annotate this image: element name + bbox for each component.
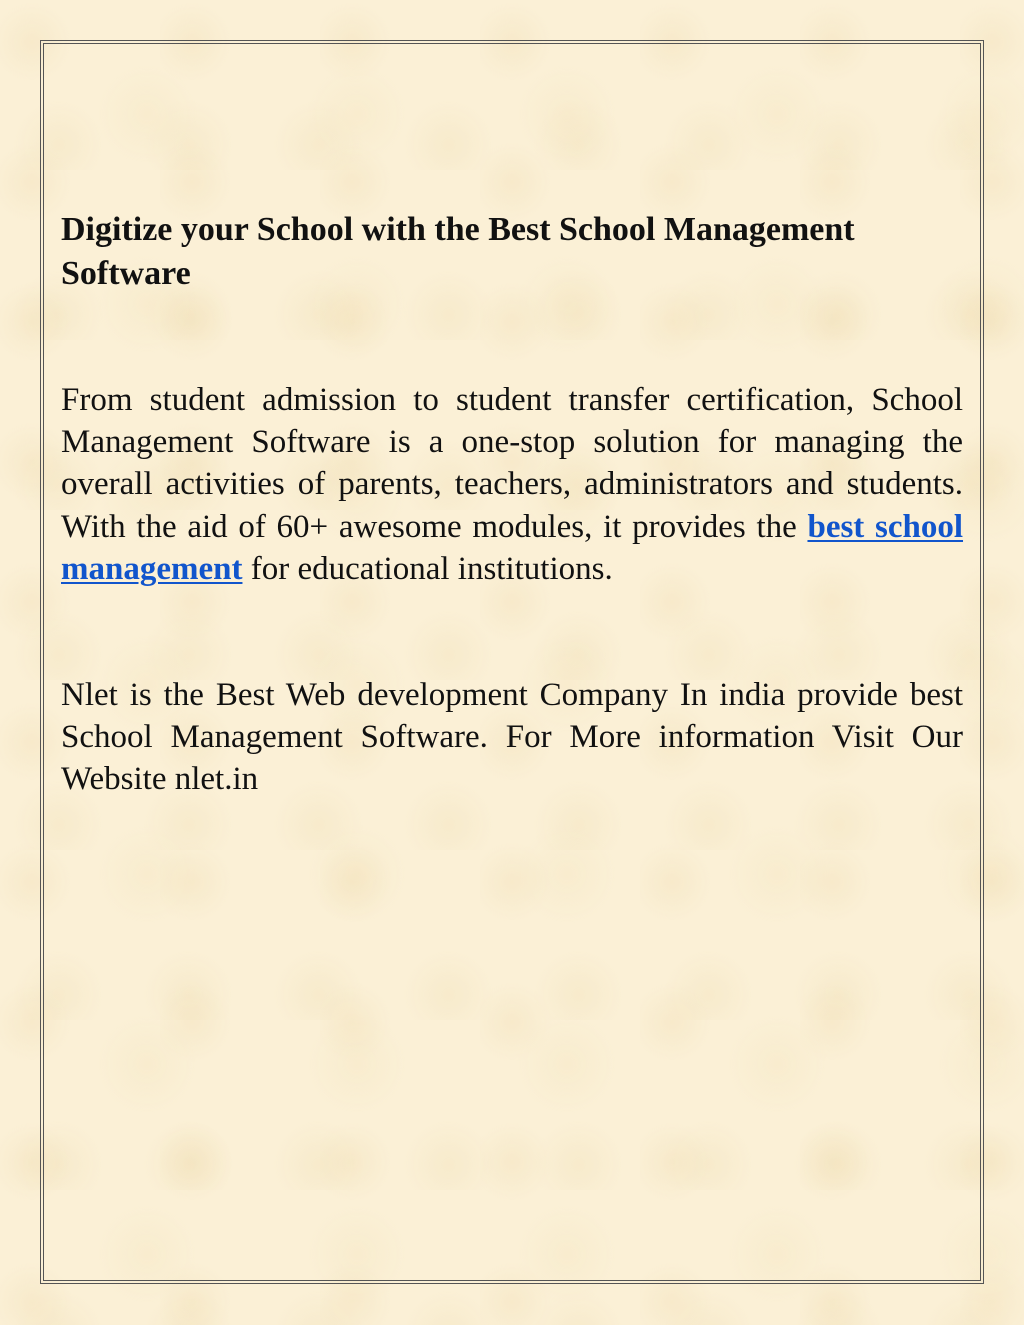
best-school-management-link[interactable]: best school management (61, 508, 964, 587)
intro-paragraph (61, 379, 963, 590)
intro-text-before-link: From student admission to student transfer certification, School Management Software is a one-stop solution for managing the overall activities of parents, teachers, administrators and students. With the aid of 60+ awesome modules, it provides the (61, 382, 963, 545)
intro-text-after-link: for educational institutions. (242, 550, 613, 587)
company-info-paragraph: Nlet is the Best Web development Company In india provide best School Management Software. For More information Visit Our Website nlet.in (61, 677, 963, 798)
document-heading: Digitize your School with the Best School Management Software (61, 211, 855, 292)
document-body (61, 208, 963, 801)
